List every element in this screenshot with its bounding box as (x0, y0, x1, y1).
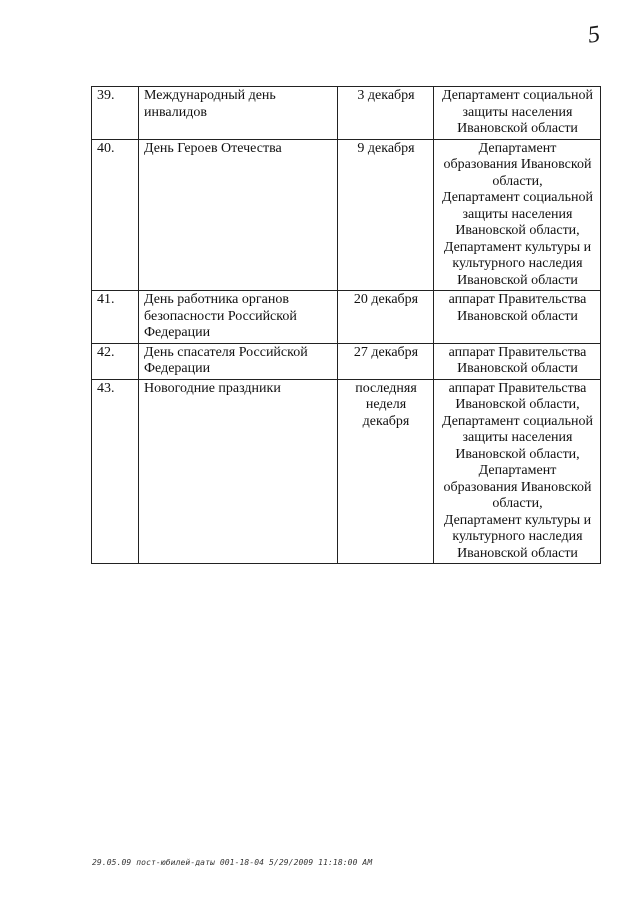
event-name (139, 291, 338, 344)
event-name-line: Федерации (144, 325, 211, 340)
event-date-line: 27 декабря (353, 344, 419, 360)
responsible-department-line: Ивановской области, (455, 446, 580, 462)
responsible-department-line: защиты населения (462, 104, 573, 120)
row-number: 40. (92, 139, 139, 291)
table-row (92, 291, 601, 344)
responsible-department-line: Департамент социальной (441, 190, 594, 205)
event-name-line: День работника органов (144, 292, 289, 307)
page-number: 5 (586, 21, 602, 49)
responsible-department-line: Ивановской области (457, 361, 578, 376)
event-name-line: безопасности Российской (144, 308, 297, 324)
row-number: 41. (92, 291, 139, 344)
event-date-line: 20 декабря (353, 292, 419, 307)
responsible-department-line: области, (492, 496, 543, 511)
event-date-line: декабря (362, 413, 410, 429)
responsible-department-line: Департамент социальной (441, 88, 594, 103)
responsible-department-line: культурного наследия (452, 256, 583, 271)
row-number: 39. (92, 87, 139, 140)
event-date (338, 87, 434, 140)
responsible-department-line: Департамент (478, 463, 557, 478)
event-date-line: неделя (365, 397, 407, 412)
row-number: 42. (92, 343, 139, 379)
event-date-line: 9 декабря (357, 140, 415, 156)
event-date (338, 291, 434, 344)
responsible-department-line: образования Ивановской (443, 479, 592, 495)
responsible-department (434, 139, 601, 291)
responsible-department-line: Ивановской области (457, 308, 578, 324)
responsible-department-line: Ивановской области, (455, 397, 580, 412)
event-date (338, 343, 434, 379)
responsible-department-line: аппарат Правительства (448, 292, 587, 307)
event-name-line: Международный день (144, 88, 276, 103)
responsible-department-line: Департамент культуры и (443, 512, 592, 528)
event-date (338, 379, 434, 564)
event-date-line: последняя (355, 380, 417, 396)
event-date-line: 3 декабря (357, 88, 415, 103)
event-name (139, 139, 338, 291)
responsible-department-line: аппарат Правительства (448, 380, 587, 396)
document-footer: 29.05.09 пост-юбилей-даты 001-18-04 5/29/2009 11:18:00 AM (92, 858, 373, 867)
responsible-department-line: аппарат Правительства (448, 344, 587, 360)
event-name-line: инвалидов (144, 104, 207, 120)
responsible-department-line: Ивановской области (457, 121, 578, 136)
event-name-line: День Героев Отечества (144, 140, 282, 156)
event-name-line: День спасателя Российской (144, 344, 308, 360)
event-date (338, 139, 434, 291)
responsible-department-line: Ивановской области (457, 545, 578, 561)
table-row (92, 343, 601, 379)
responsible-department-line: Ивановской области, (455, 223, 580, 238)
responsible-department (434, 343, 601, 379)
event-name (139, 87, 338, 140)
table-body (92, 87, 601, 564)
responsible-department-line: Ивановской области (457, 272, 578, 288)
responsible-department-line: Департамент социальной (441, 413, 594, 429)
responsible-department (434, 87, 601, 140)
table-row (92, 139, 601, 291)
table-row (92, 379, 601, 564)
event-name-line: Новогодние праздники (144, 380, 281, 396)
table-row (92, 87, 601, 140)
responsible-department-line: защиты населения (462, 206, 573, 222)
responsible-department-line: области, (492, 173, 543, 189)
event-name (139, 343, 338, 379)
event-name (139, 379, 338, 564)
responsible-department-line: образования Ивановской (443, 157, 592, 172)
responsible-department-line: культурного наследия (452, 529, 583, 544)
event-name-line: Федерации (144, 361, 211, 376)
responsible-department-line: Департамент (478, 140, 557, 156)
responsible-department (434, 291, 601, 344)
row-number: 43. (92, 379, 139, 564)
responsible-department (434, 379, 601, 564)
events-table (91, 86, 601, 564)
responsible-department-line: защиты населения (462, 430, 573, 445)
responsible-department-line: Департамент культуры и (443, 239, 592, 255)
